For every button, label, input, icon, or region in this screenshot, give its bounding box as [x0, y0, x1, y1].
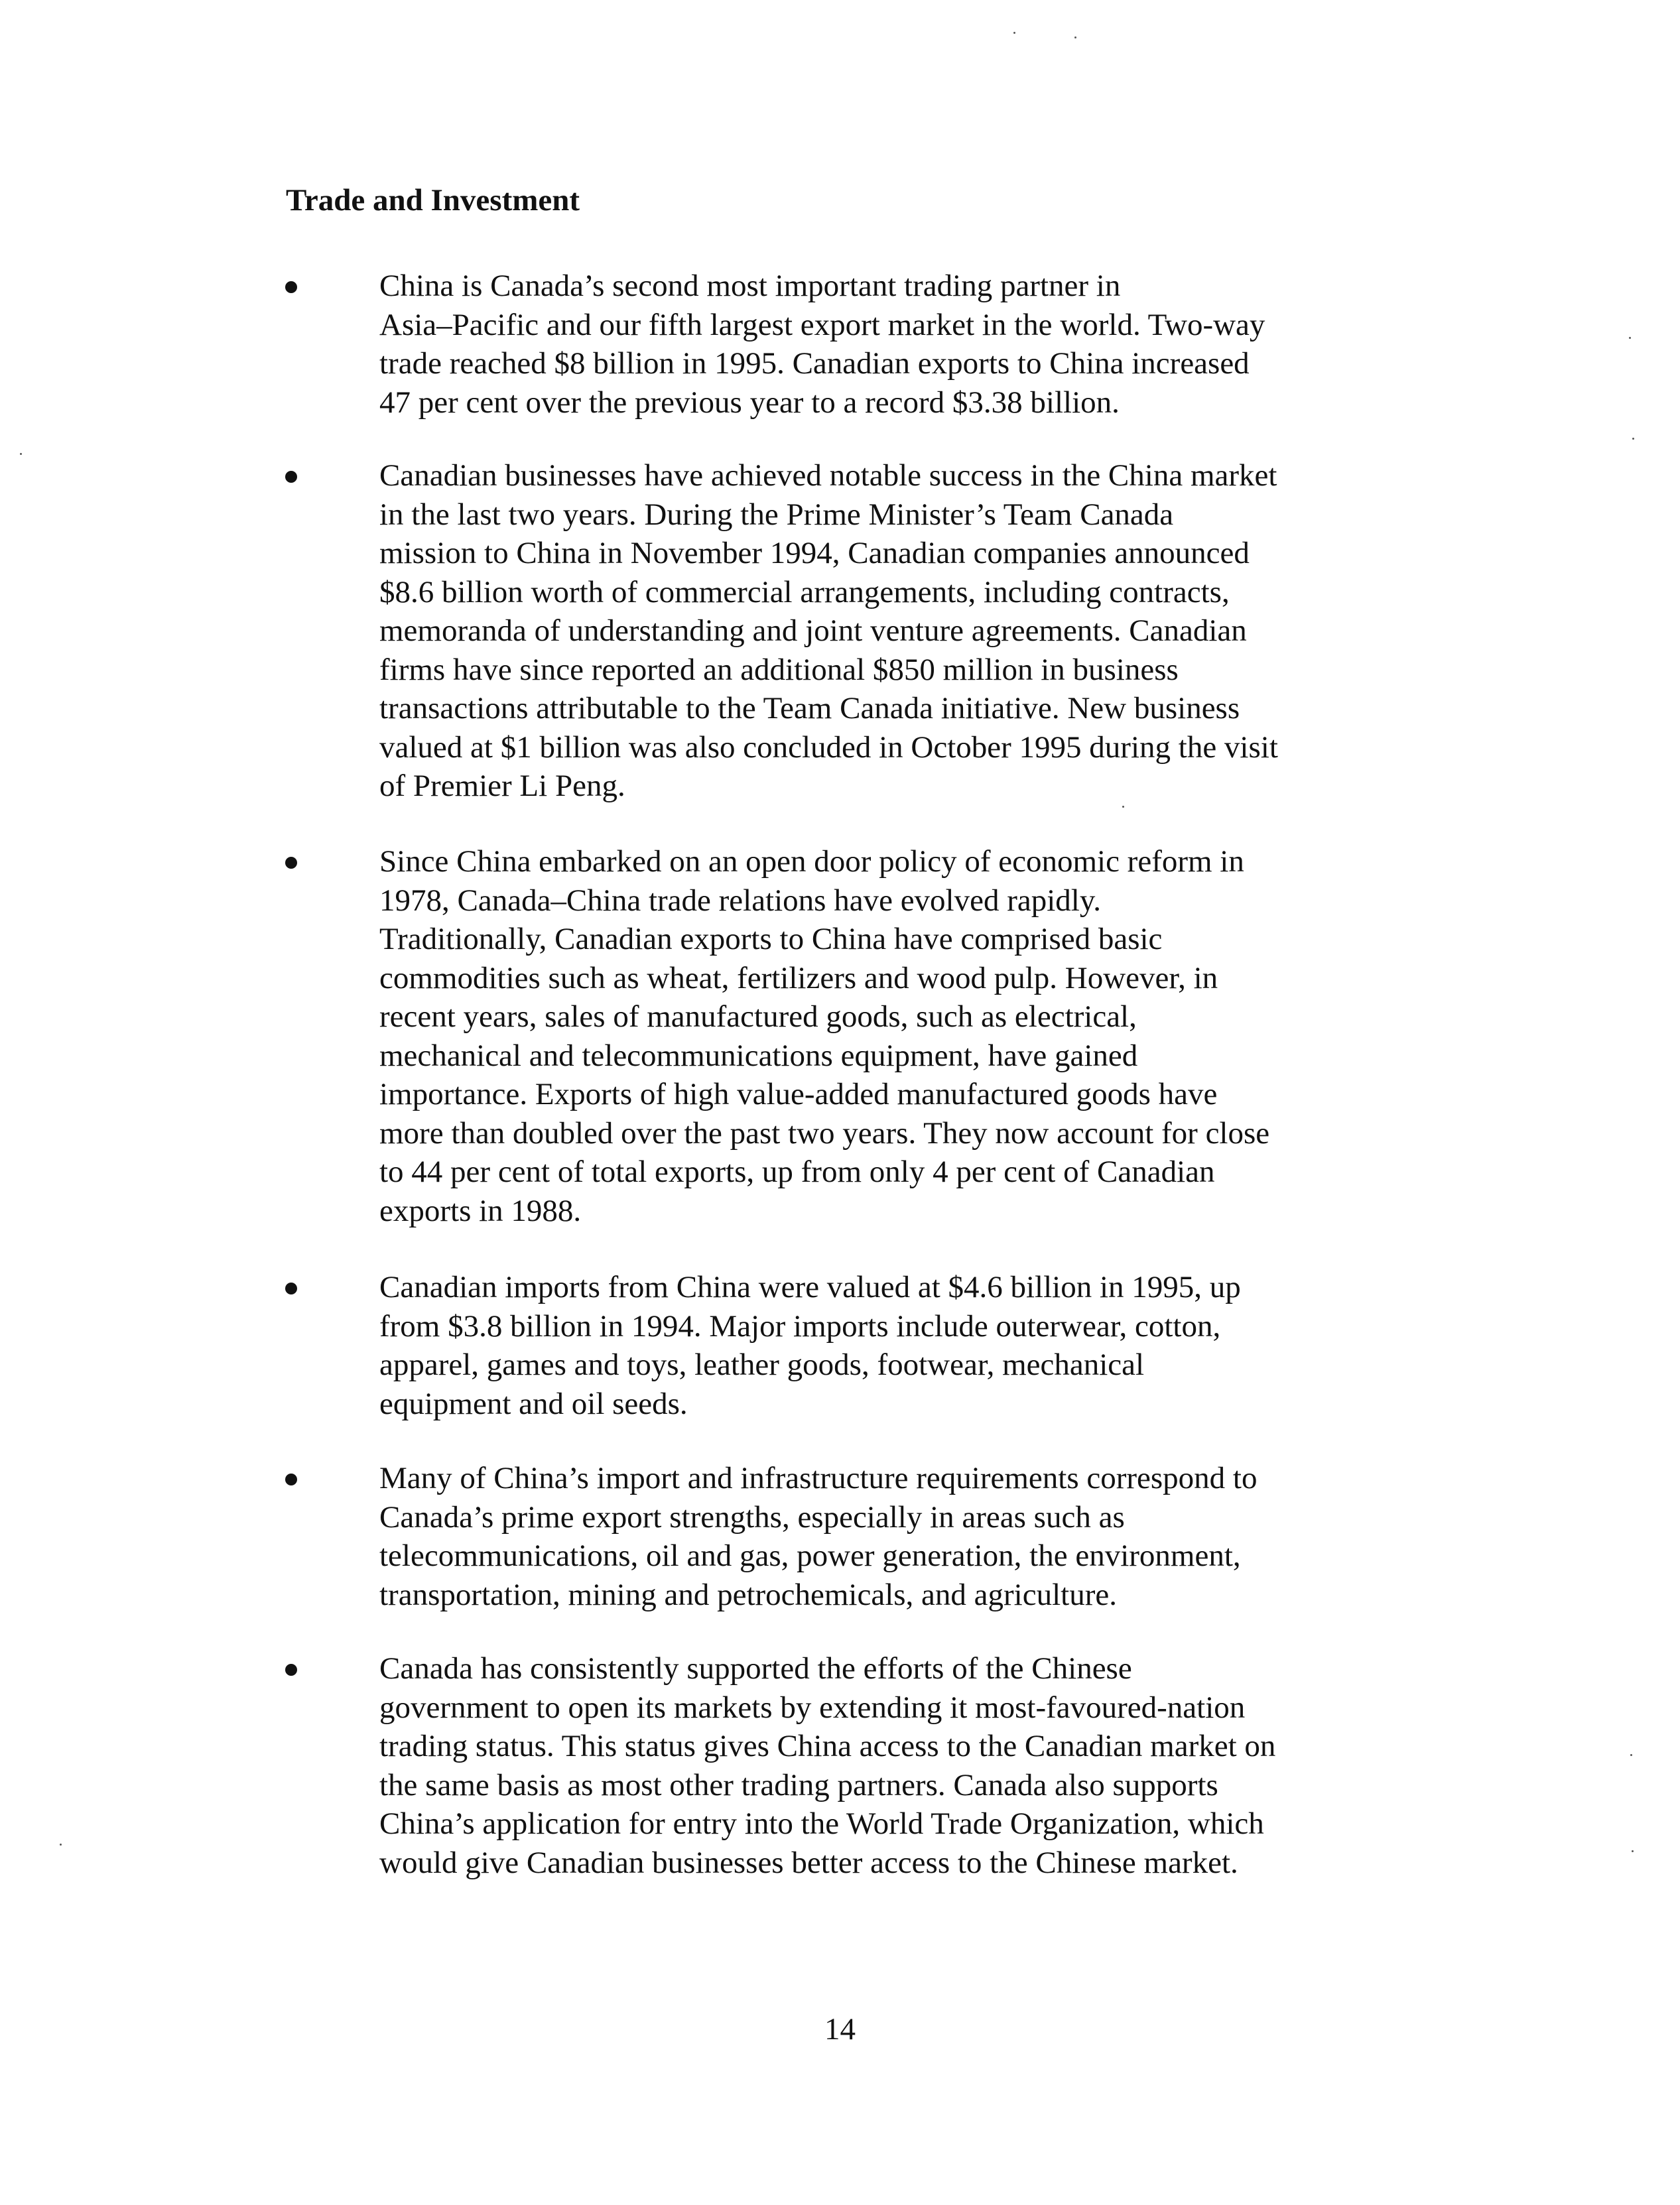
page-number: 14: [824, 2012, 856, 2047]
bullet-icon: [285, 1283, 297, 1294]
bullet-text: China is Canada’s second most important trading partner in Asia–Pacific and our fifth largest export market in the world. Two-way trade reached $8 billion in 1995. Canadian exports to China increased 47 per cent over the previous year to a record $3.38 billion.: [379, 269, 1265, 420]
bullet-text: Canadian imports from China were valued at $4.6 billion in 1995, up from $3.8 billion in 1994. Major imports include outerwear, cotton, apparel, games and toys, leather goods, footwear, mechanical equipment and oil seeds.: [379, 1270, 1241, 1421]
scan-speck: [1013, 32, 1015, 34]
bullet-icon: [285, 1664, 297, 1676]
scan-speck: [1122, 806, 1124, 808]
bullet-text: Canadian businesses have achieved notable success in the China market in the last two years. During the Prime Minister’s Team Canada mission to China in November 1994, Canadian companies announced $8.6 billion worth of commercial arrangements, including contracts, memoranda of understanding and joint venture agreements. Canadian firms have since reported an additional $850 million in business transactions attributable to the Team Canada initiative. New business valued at $1 billion was also concluded in October 1995 during the visit of Premier Li Peng.: [379, 458, 1278, 803]
scan-speck: [1074, 36, 1076, 38]
scan-speck: [1632, 438, 1634, 440]
scan-speck: [20, 453, 22, 455]
bullet-text: Since China embarked on an open door policy of economic reform in 1978, Canada–China trade relations have evolved rapidly. Traditionally, Canadian exports to China have comprised basic commodities such as wheat, fertilizers and wood pulp. However, in recent years, sales of manufactured goods, such as electrical, mechanical and telecommunications equipment, have gained importance. Exports of high value-added manufactured goods have more than doubled over the past two years. They now account for close to 44 per cent of total exports, up from only 4 per cent of Canadian exports in 1988.: [379, 844, 1270, 1228]
scan-speck: [1630, 1754, 1632, 1756]
bullet-icon: [285, 857, 297, 869]
scan-speck: [60, 1844, 62, 1846]
section-heading: Trade and Investment: [286, 183, 580, 218]
bullet-icon: [285, 1474, 297, 1485]
bullet-text: Many of China’s import and infrastructure requirements correspond to Canada’s prime export strengths, especially in areas such as telecommunications, oil and gas, power generation, the environment, transportation, mining and petrochemicals, and agriculture.: [379, 1461, 1258, 1612]
scan-speck: [1629, 337, 1631, 339]
bullet-text: Canada has consistently supported the efforts of the Chinese government to open its markets by extending it most-favoured-nation trading status. This status gives China access to the Canadian market on the same basis as most other trading partners. Canada also supports China’s application for entry into the World Trade Organization, which would give Canadian businesses better access to the Chinese market.: [379, 1651, 1276, 1880]
scan-speck: [1632, 1850, 1634, 1852]
bullet-icon: [285, 471, 297, 483]
bullet-icon: [285, 281, 297, 293]
